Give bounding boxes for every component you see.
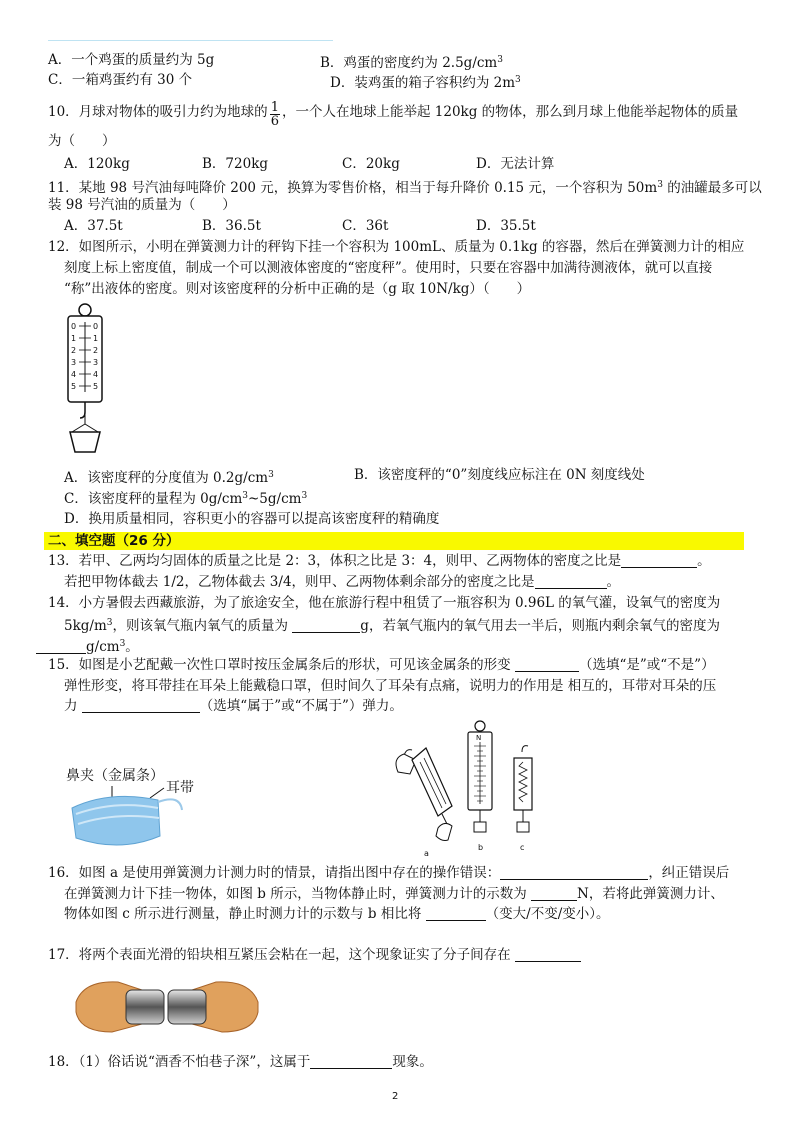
q14-line-3: $g/cm^3$。 [36, 635, 139, 656]
q13-blank-1[interactable] [621, 553, 697, 568]
scale-c [514, 746, 532, 852]
q11-stem: 11．某地 98 号汽油每吨降价 200 元，换算为零售价格，相当于每升降价 0.15 元，一个容积为 $50m^3$ 的油罐最多可以 [48, 180, 762, 196]
q13-blank-2[interactable] [535, 574, 607, 589]
q12-option-d: D．换用质量相同，容积更小的容器可以提高该密度秤的精确度 [64, 511, 440, 527]
top-divider [48, 40, 333, 41]
scale-label-left: 3 [71, 358, 77, 367]
scale-b [468, 721, 492, 852]
scale-a [396, 748, 452, 858]
q15-line-3: 力 （选填“属于”或“不属于”）弹力。 [64, 698, 403, 714]
q9-option-d: D．装鸡蛋的箱子容积约为 $2m^3$ [330, 75, 521, 91]
q12-option-c: C．该密度秤的量程为 $0g/cm^3\sim 5g/cm^3$ [64, 491, 308, 507]
q12-line-3: “称”出液体的密度。则对该密度秤的分析中正确的是（g 取 10N/kg）（ ） [64, 281, 531, 297]
q14-line-2: $5kg/m^3$，则该氧气瓶内氧气的质量为 g，若氧气瓶内的氧气用去一半后，则瓶内剩余氧气的密度为 [64, 618, 720, 634]
scale-label-left: 2 [71, 346, 77, 355]
q10-option-c: C．20kg [342, 156, 400, 172]
q13-line-1: 13．若甲、乙两均匀固体的质量之比是 2：3，体积之比是 3：4，则甲、乙两物体的密度之比是 。 [48, 553, 711, 569]
q15-line-2: 弹性形变，将耳带挂在耳朵上能戴稳口罩，但时间久了耳朵有点痛，说明力的作用是 相互的，耳带对耳朵的压 [64, 678, 717, 694]
q11-option-d: D．35.5t [476, 218, 536, 234]
scale-label-left: 0 [71, 322, 77, 331]
q17-line-1: 17．将两个表面光滑的铅块相互紧压会粘在一起，这个现象证实了分子间存在 [48, 946, 581, 964]
q18-line-1: 18．（1）俗话说“酒香不怕巷子深”，这属于 现象。 [48, 1054, 433, 1070]
q12-line-2: 刻度上标上密度值，制成一个可以测液体密度的“密度秤”。使用时，只要在容器中加满待测液体，就可以直接 [64, 260, 713, 276]
scale-label-right: 5 [93, 382, 99, 391]
hanger-ring-icon [79, 304, 91, 316]
svg-text:a: a [424, 849, 429, 858]
scale-label-left: 5 [71, 382, 77, 391]
hook-icon [80, 402, 85, 418]
page-number: 2 [392, 1091, 399, 1102]
section-title: 二、填空题（26 分） [48, 533, 180, 549]
q11-option-c: C．36t [342, 218, 389, 234]
scale-label-right: 2 [93, 346, 99, 355]
scale-label-right: 3 [93, 358, 99, 367]
q16-blank-2[interactable] [531, 886, 577, 901]
hand-icon [396, 754, 416, 774]
q16-blank-3[interactable] [426, 906, 486, 921]
svg-text:N: N [476, 734, 482, 742]
q18-blank-1[interactable] [310, 1054, 392, 1069]
q10-stem-cont: 为（ ） [48, 133, 116, 149]
q17-blank-1[interactable] [515, 947, 581, 962]
scale-label-right: 1 [93, 334, 99, 343]
q14-blank-2[interactable] [36, 639, 86, 654]
q15-blank-2[interactable] [82, 698, 200, 713]
q15-line-1: 15．如图是小艺配戴一次性口罩时按压金属条后的形状，可见该金属条的形变 （选填“是”或“不是”） [48, 657, 715, 673]
q10-option-b: B．720kg [202, 156, 269, 172]
scale-label-left: 1 [71, 334, 77, 343]
svg-text:c: c [520, 843, 525, 852]
container-icon [70, 432, 100, 452]
q10-stem: 10．月球对物体的吸引力约为地球的 $\frac{1}{6}$ ，一个人在地球上能举起 120kg 的物体，那么到月球上他能举起物体的质量 [48, 100, 739, 129]
mask-figure [60, 728, 240, 853]
q9-option-a: A．一个鸡蛋的质量约为 5g [48, 52, 215, 68]
spring-scale-figure [60, 300, 120, 460]
label-ear-strap: 耳带 [166, 780, 194, 796]
q11-stem-cont: 装 98 号汽油的质量为（ ） [48, 197, 236, 213]
q10-option-a: A．120kg [64, 156, 130, 172]
q15-blank-1[interactable] [515, 657, 579, 672]
q12-option-a: A．该密度秤的分度值为 $0.2g/cm^3$ [64, 470, 274, 486]
q16-line-2: 在弹簧测力计下挂一物体，如图 b 所示，当物体静止时，弹簧测力计的示数为 N，若将此弹簧测力计、 [64, 886, 724, 902]
q16-line-1: 16．如图 a 是使用弹簧测力计测力时的情景，请指出图中存在的操作错误： ，纠正错误后 [48, 865, 730, 881]
mask-icon [72, 796, 160, 845]
lead-block-right [168, 990, 206, 1024]
scale-label-right: 4 [93, 370, 99, 379]
q9-option-c: C．一箱鸡蛋约有 30 个 [48, 72, 193, 88]
svg-text:b: b [478, 843, 484, 852]
q12-line-1: 12．如图所示，小明在弹簧测力计的秤钩下挂一个容积为 100mL、质量为 0.1kg 的容器，然后在弹簧测力计的相应 [48, 239, 745, 255]
q13-line-2: 若把甲物体截去 1/2，乙物体截去 3/4，则甲、乙两物体剩余部分的密度之比是 。 [64, 574, 621, 590]
q14-line-1: 14．小方暑假去西藏旅游，为了旅途安全，他在旅游行程中租赁了一瓶容积为 0.96L 的氧气灌，设氧气的密度为 [48, 595, 721, 611]
q10-option-d: D．无法计算 [476, 156, 555, 172]
label-nose-clip: 鼻夹（金属条） [66, 768, 164, 784]
q9-option-b: B．鸡蛋的密度约为 $2.5g/cm^3$ [320, 55, 503, 71]
q11-option-b: B．36.5t [202, 218, 261, 234]
lead-block-left [126, 990, 164, 1024]
q14-blank-1[interactable] [292, 618, 360, 633]
scale-label-left: 4 [71, 370, 77, 379]
lead-blocks-figure [72, 972, 262, 1040]
q11-option-a: A．37.5t [64, 218, 123, 234]
spring-scale-abc-figure [390, 718, 550, 858]
q16-blank-1[interactable] [500, 865, 648, 880]
scale-label-right: 0 [93, 322, 99, 331]
fraction-one-sixth: $\frac{1}{6}$ [270, 100, 279, 129]
q12-option-b: B．该密度秤的“0”刻度线应标注在 0N 刻度线处 [354, 467, 645, 483]
q16-line-3: 物体如图 c 所示进行测量，静止时测力计的示数与 b 相比将 （变大/不变/变小）。 [64, 906, 610, 922]
